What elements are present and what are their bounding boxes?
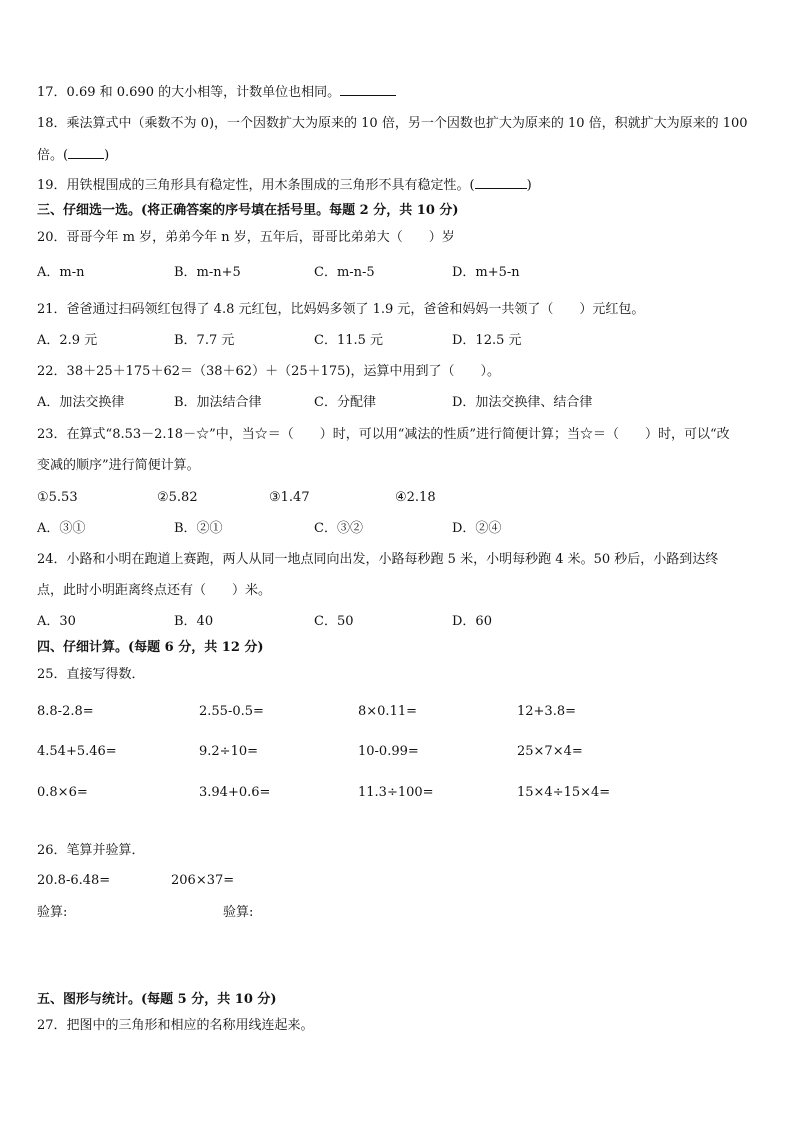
option-b[interactable]: B．加法结合律	[174, 395, 262, 410]
calc-item: 3.94+0.6=	[199, 785, 271, 800]
calc-item: 2.55-0.5=	[199, 704, 264, 719]
question-24-line-1: 24．小路和小明在跑道上赛跑，两人从同一地点同向出发，小路每秒跑 5 米，小明每秒跑 4 米。50 秒后，小路到达终	[37, 552, 719, 567]
option-a[interactable]: A．30	[37, 614, 76, 629]
question-18-suffix: )	[104, 148, 110, 163]
question-27-text: 27．把图中的三角形和相应的名称用线连起来。	[37, 1018, 314, 1033]
choice-4: ④2.18	[395, 490, 436, 505]
calc-item: 8.8-2.8=	[37, 704, 94, 719]
option-c[interactable]: C．m-n-5	[314, 265, 375, 280]
option-b[interactable]: B．40	[174, 614, 214, 629]
question-26-text: 26．笔算并验算．	[37, 843, 145, 858]
question-19	[37, 176, 532, 195]
option-a[interactable]: A．m-n	[37, 265, 85, 280]
check-label: 验算:	[37, 905, 68, 920]
question-25-text: 25．直接写得数．	[37, 667, 145, 682]
option-a[interactable]: A．2.9 元	[37, 333, 98, 348]
question-17-text: 17．0.69 和 0.690 的大小相等，计数单位也相同。	[37, 85, 341, 100]
written-calc-item: 20.8-6.48=	[37, 873, 111, 888]
calc-item: 11.3÷100=	[358, 785, 434, 800]
question-18-line-1: 18．乘法算式中（乘数不为 0)，一个因数扩大为原来的 10 倍，另一个因数也扩大为原来的 10 倍，积就扩大为原来的 100	[37, 116, 748, 131]
question-23-line-2: 变减的顺序”进行简便计算。	[37, 458, 200, 473]
question-22-text: 22．38＋25＋175＋62＝（38＋62）＋（25＋175)，运算中用到了（ ）。	[37, 364, 500, 379]
written-calc-item: 206×37=	[171, 873, 235, 888]
option-c[interactable]: C．分配律	[314, 395, 376, 410]
option-c[interactable]: C．50	[314, 614, 354, 629]
calc-item: 25×7×4=	[517, 744, 583, 759]
question-20-text: 20．哥哥今年 m 岁，弟弟今年 n 岁，五年后，哥哥比弟弟大（ ）岁	[37, 230, 455, 245]
question-18-prefix: 倍。(	[37, 148, 69, 163]
option-d[interactable]: D．m+5-n	[452, 265, 520, 280]
option-d[interactable]: D．加法交换律、结合律	[452, 395, 593, 410]
section-3-heading: 三、仔细选一选。(将正确答案的序号填在括号里。每题 2 分，共 10 分)	[37, 203, 459, 218]
option-b[interactable]: B．7.7 元	[174, 333, 235, 348]
question-23-line-1: 23．在算式“8.53－2.18－☆”中，当☆＝（ ）时，可以用“减法的性质”进行简便计算；当☆＝（ ）时，可以“改	[37, 427, 730, 442]
option-b[interactable]: B．②①	[174, 521, 223, 536]
calc-item: 0.8×6=	[37, 785, 88, 800]
option-d[interactable]: D．②④	[452, 521, 502, 536]
calc-item: 8×0.11=	[358, 704, 418, 719]
question-24-line-2: 点，此时小明距离终点还有（ ）米。	[37, 583, 272, 598]
option-c[interactable]: C．③②	[314, 521, 363, 536]
option-a[interactable]: A．加法交换律	[37, 395, 125, 410]
option-a[interactable]: A．③①	[37, 521, 86, 536]
option-c[interactable]: C．11.5 元	[314, 333, 384, 348]
question-19-suffix: )	[526, 178, 532, 193]
calc-item: 4.54+5.46=	[37, 744, 117, 759]
option-b[interactable]: B．m-n+5	[174, 265, 241, 280]
calc-item: 9.2÷10=	[199, 744, 259, 759]
choice-1: ①5.53	[37, 490, 78, 505]
question-21-text: 21．爸爸通过扫码领红包得了 4.8 元红包，比妈妈多领了 1.9 元，爸爸和妈妈一共领了（ ）元红包。	[37, 302, 645, 317]
answer-blank[interactable]	[475, 176, 527, 189]
section-4-heading: 四、仔细计算。(每题 6 分，共 12 分)	[37, 640, 264, 655]
choice-3: ③1.47	[269, 490, 310, 505]
option-d[interactable]: D．12.5 元	[452, 333, 522, 348]
check-label: 验算:	[223, 905, 254, 920]
question-18-line-2	[37, 146, 109, 165]
answer-blank[interactable]	[68, 146, 104, 159]
question-19-prefix: 19．用铁棍围成的三角形具有稳定性，用木条围成的三角形不具有稳定性。(	[37, 178, 475, 193]
option-d[interactable]: D．60	[452, 614, 492, 629]
calc-item: 10-0.99=	[358, 744, 419, 759]
question-17	[37, 83, 396, 102]
choice-2: ②5.82	[157, 490, 198, 505]
section-5-heading: 五、图形与统计。(每题 5 分，共 10 分)	[37, 992, 277, 1007]
calc-item: 12+3.8=	[517, 704, 577, 719]
answer-blank[interactable]	[340, 83, 396, 96]
calc-item: 15×4÷15×4=	[517, 785, 611, 800]
